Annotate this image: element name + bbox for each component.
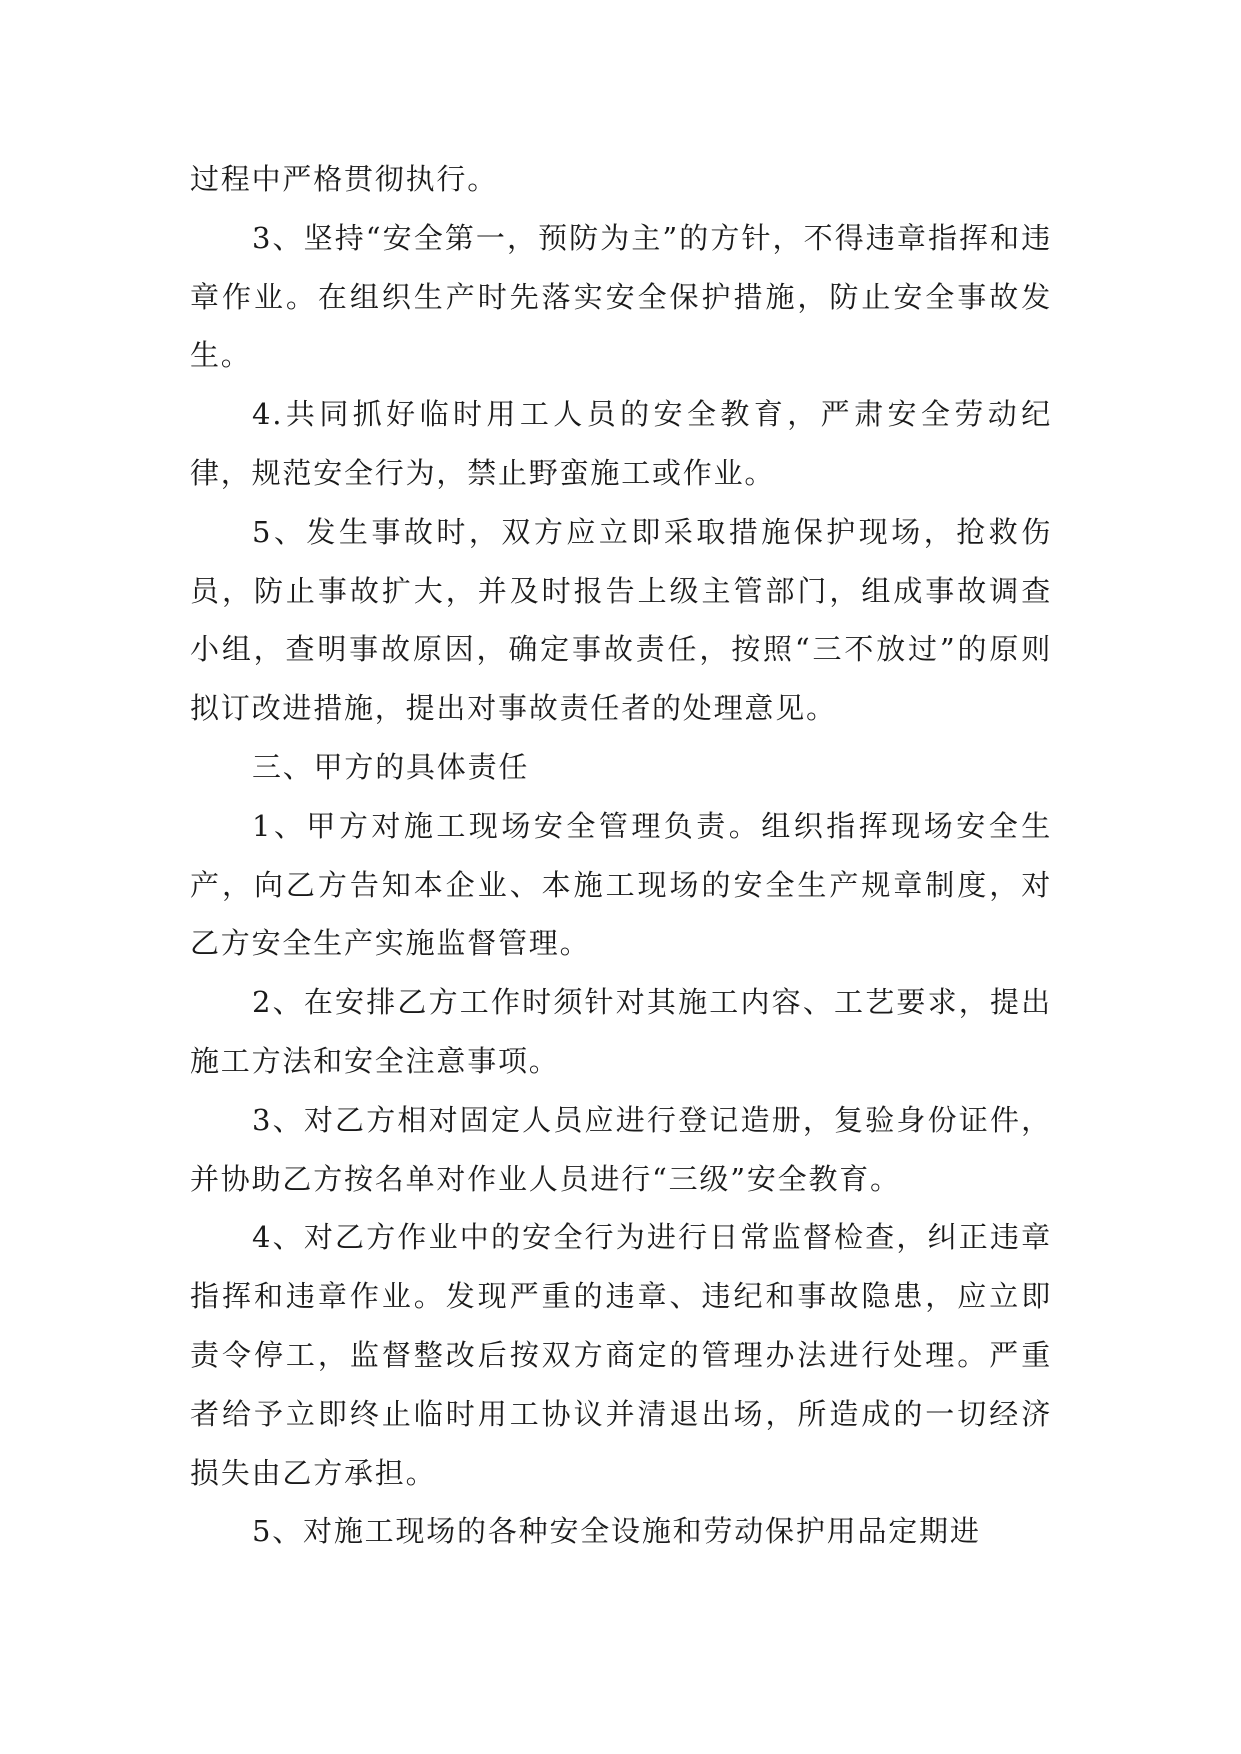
paragraph-clause-5-accident: 5、发生事故时，双方应立即采取措施保护现场，抢救伤员，防止事故扩大，并及时报告上级主管部门，组成事故调查小组，查明事故原因，确定事故责任，按照“三不放过”的原则拟订改进措施，提出对事故责任者的处理意见。 (190, 514, 1052, 726)
paragraph-party-a-3: 3、对乙方相对固定人员应进行登记造册，复验身份证件，并协助乙方按名单对作业人员进行“三级”安全教育。 (190, 1102, 1052, 1196)
document-body (190, 150, 1052, 1561)
section-heading-party-a: 三、甲方的具体责任 (252, 749, 530, 784)
paragraph-party-a-5: 5、对施工现场的各种安全设施和劳动保护用品定期进 (252, 1514, 981, 1549)
paragraph-continuation: 过程中严格贯彻执行。 (190, 162, 499, 196)
paragraph-party-a-1: 1、甲方对施工现场安全管理负责。组织指挥现场安全生产，向乙方告知本企业、本施工现场的安全生产规章制度，对乙方安全生产实施监督管理。 (190, 808, 1052, 961)
paragraph-party-a-2: 2、在安排乙方工作时须针对其施工内容、工艺要求，提出施工方法和安全注意事项。 (190, 985, 1052, 1078)
paragraph-party-a-4: 4、对乙方作业中的安全行为进行日常监督检查，纠正违章指挥和违章作业。发现严重的违章、违纪和事故隐患，应立即责令停工，监督整改后按双方商定的管理办法进行处理。严重者给予立即终止临时用工协议并清退出场，所造成的一切经济损失由乙方承担。 (190, 1220, 1052, 1490)
paragraph-clause-4-education: 4.共同抓好临时用工人员的安全教育，严肃安全劳动纪律，规范安全行为，禁止野蛮施工或作业。 (190, 397, 1052, 490)
paragraph-clause-3-safety-first: 3、坚持“安全第一，预防为主”的方针，不得违章指挥和违章作业。在组织生产时先落实安全保护措施，防止安全事故发生。 (190, 220, 1052, 373)
